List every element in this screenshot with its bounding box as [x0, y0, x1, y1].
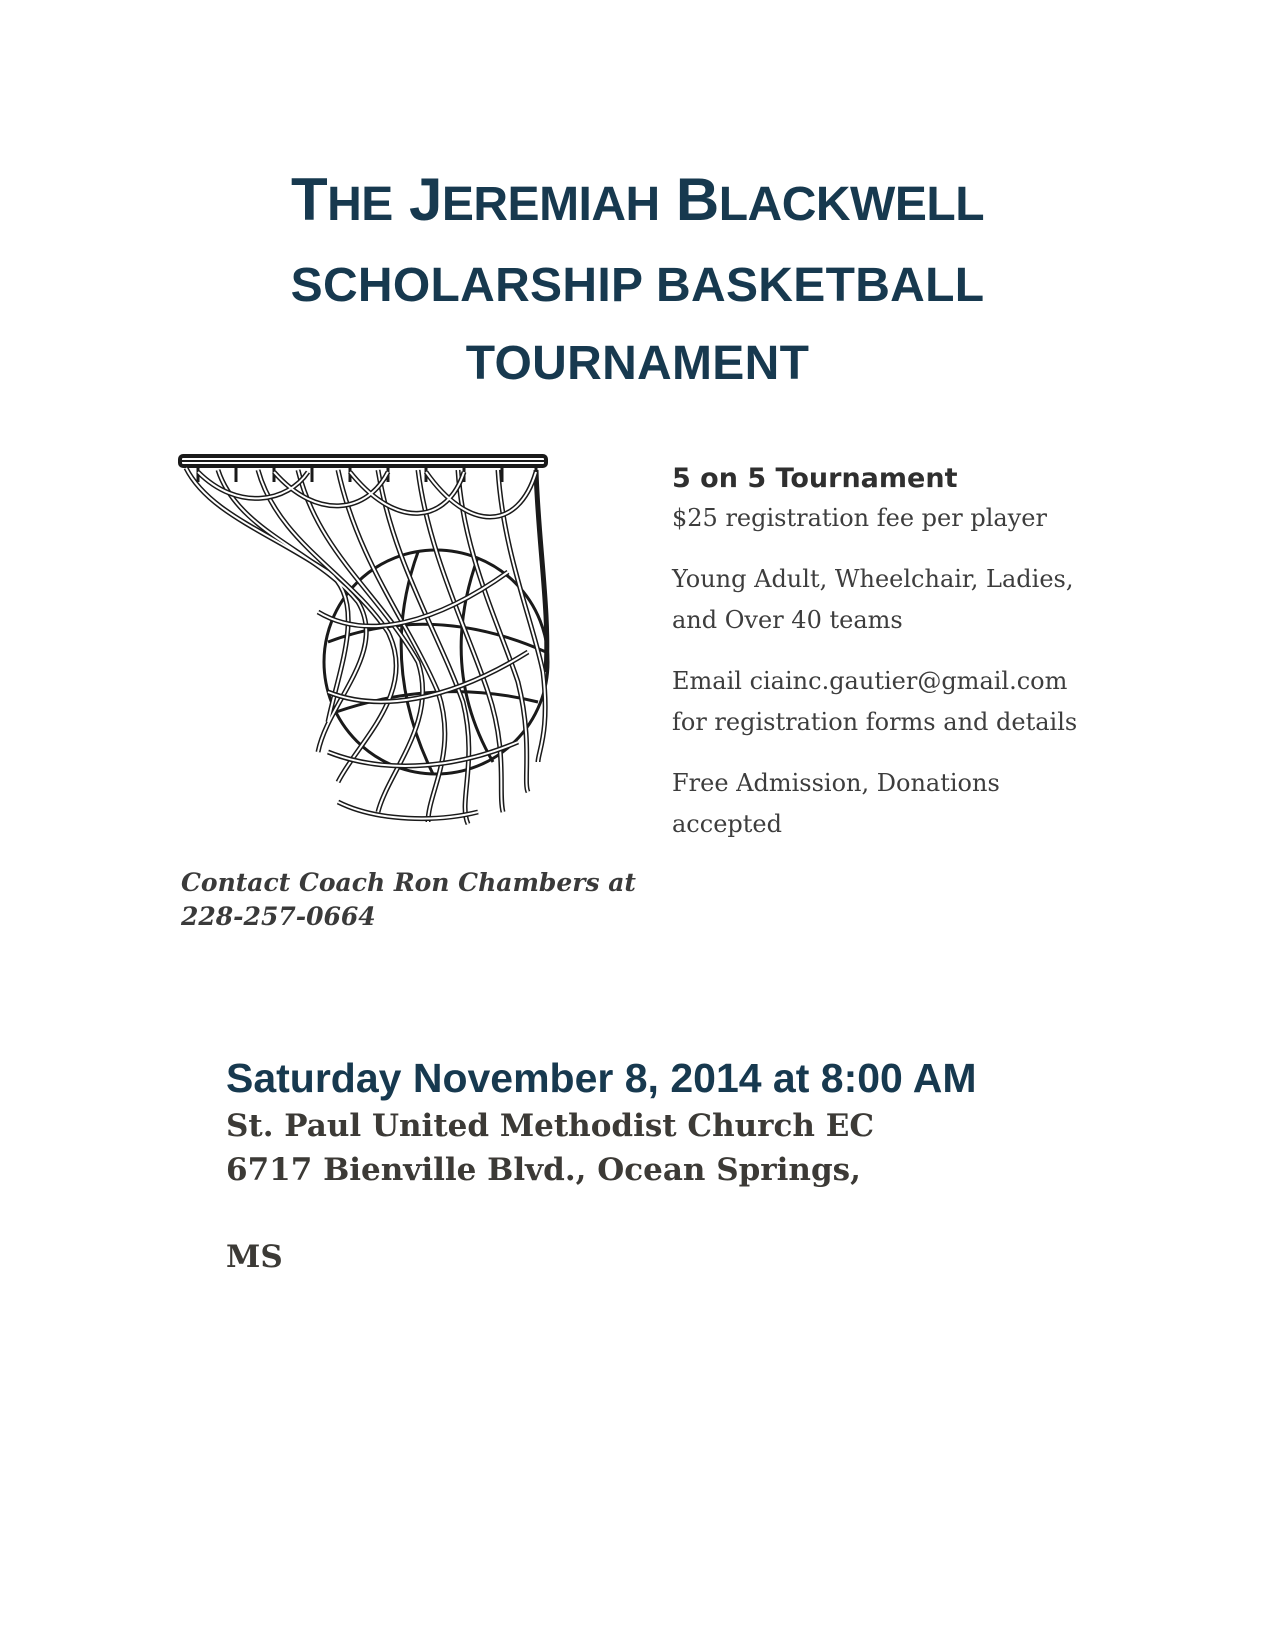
title-small-lackwell: LACKWELL [718, 178, 985, 231]
title-cap-t: T [290, 166, 328, 233]
contact-info [181, 866, 636, 934]
title-line-2: SCHOLARSHIP BASKETBALL [290, 259, 985, 312]
contact-phone: 228-257-0664 [181, 902, 376, 931]
title-line-1 [0, 158, 1275, 247]
title-cap-b: B [675, 166, 719, 233]
admission-line-1: Free Admission, Donations [672, 769, 1000, 797]
event-state: MS [226, 1239, 283, 1275]
event-venue: St. Paul United Methodist Church EC [226, 1108, 875, 1144]
flyer-title [0, 158, 1275, 403]
email-line-2: for registration forms and details [672, 708, 1078, 736]
event-date: Saturday November 8, 2014 at 8:00 AM [226, 1055, 977, 1101]
registration-fee: $25 registration fee per player [672, 504, 1047, 532]
team-categories-line-1: Young Adult, Wheelchair, Ladies, [672, 565, 1074, 593]
basketball-hoop-net-icon [178, 452, 550, 842]
tournament-info [672, 460, 1142, 845]
team-categories-line-2: and Over 40 teams [672, 606, 903, 634]
event-details [226, 1052, 976, 1279]
title-cap-j: J [409, 166, 442, 233]
tournament-format-heading: 5 on 5 Tournament [672, 463, 958, 494]
title-small-he: HE [327, 178, 393, 231]
contact-line-1: Contact Coach Ron Chambers at [181, 868, 636, 897]
event-address: 6717 Bienville Blvd., Ocean Springs, [226, 1152, 861, 1188]
title-small-eremiah: EREMIAH [441, 178, 660, 231]
title-line-3: TOURNAMENT [465, 337, 810, 390]
admission-line-2: accepted [672, 810, 782, 838]
email-line-1: Email ciainc.gautier@gmail.com [672, 667, 1068, 695]
